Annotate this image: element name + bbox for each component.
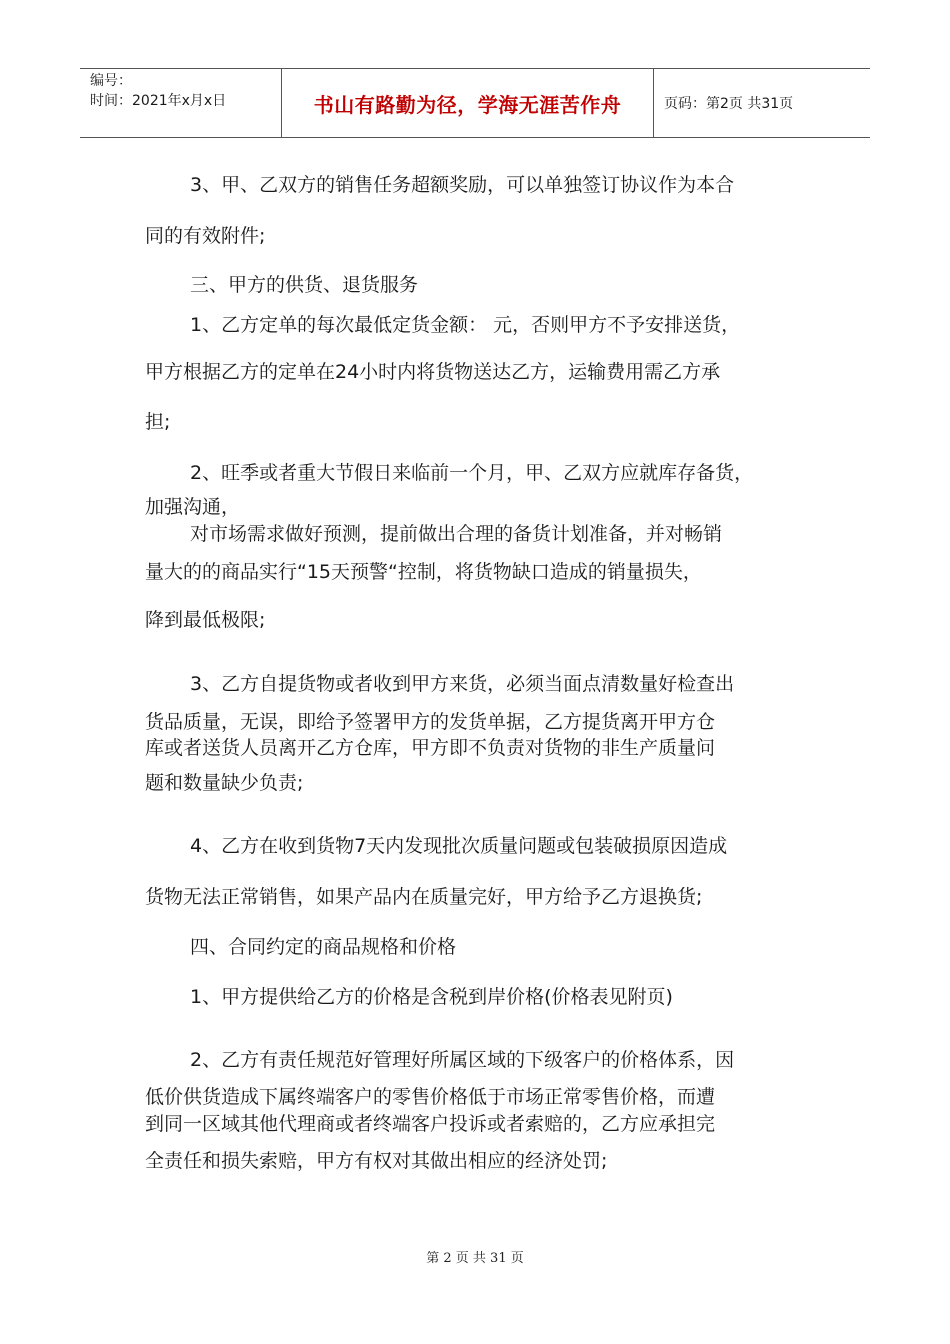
paragraph-line: 加强沟通，: [145, 496, 241, 518]
header-motto: 书山有路勤为径，学海无涯苦作舟: [282, 69, 654, 137]
paragraph-line: 货物无法正常销售，如果产品内在质量完好，甲方给予乙方退换货;: [145, 886, 703, 908]
header-page-info: 页码：第2页 共31页: [664, 96, 794, 112]
paragraph-line: 4、乙方在收到货物7天内发现批次质量问题或包装破损原因造成: [190, 835, 728, 857]
paragraph-line: 2、旺季或者重大节假日来临前一个月，甲、乙双方应就库存备货，: [190, 462, 754, 484]
paragraph-line: 甲方根据乙方的定单在24小时内将货物送达乙方，运输费用需乙方承: [145, 361, 721, 383]
paragraph-line: 担;: [145, 411, 171, 433]
header-meta: [80, 69, 282, 137]
paragraph-line: 降到最低极限;: [145, 609, 266, 631]
paragraph-line: 同的有效附件;: [145, 225, 266, 247]
page-footer: 第 2 页 共 31 页: [426, 1251, 524, 1266]
paragraph-line: 低价供货造成下属终端客户的零售价格低于市场正常零售价格，而遭: [145, 1086, 716, 1108]
paragraph-line: 1、乙方定单的每次最低定货金额： 元，否则甲方不予安排送货，: [190, 314, 741, 336]
section-heading: 四、合同约定的商品规格和价格: [190, 936, 457, 958]
document-number-label: 编号：: [90, 73, 132, 89]
paragraph-line: 对市场需求做好预测，提前做出合理的备货计划准备，并对畅销: [190, 523, 723, 545]
document-date-label: 时间：2021年x月x日: [90, 93, 227, 109]
paragraph-line: 货品质量，无误，即给予签署甲方的发货单据，乙方提货离开甲方仓: [145, 711, 716, 733]
paragraph-line: 题和数量缺少负责;: [145, 772, 304, 794]
paragraph-line: 全责任和损失索赔，甲方有权对其做出相应的经济处罚;: [145, 1150, 608, 1172]
paragraph-line: 库或者送货人员离开乙方仓库，甲方即不负责对货物的非生产质量问: [145, 737, 716, 759]
page-header: [80, 68, 870, 138]
paragraph-line: 3、甲、乙双方的销售任务超额奖励，可以单独签订协议作为本合: [190, 174, 735, 196]
paragraph-line: 2、乙方有责任规范好管理好所属区域的下级客户的价格体系，因: [190, 1049, 735, 1071]
paragraph-line: 3、乙方自提货物或者收到甲方来货，必须当面点清数量好检查出: [190, 673, 735, 695]
paragraph-line: 1、甲方提供给乙方的价格是含税到岸价格(价格表见附页): [190, 986, 673, 1008]
paragraph-line: 到同一区域其他代理商或者终端客户投诉或者索赔的，乙方应承担完: [145, 1113, 716, 1135]
paragraph-line: 量大的的商品实行“15天预警“控制，将货物缺口造成的销量损失，: [145, 561, 702, 583]
section-heading: 三、甲方的供货、退货服务: [190, 274, 419, 296]
